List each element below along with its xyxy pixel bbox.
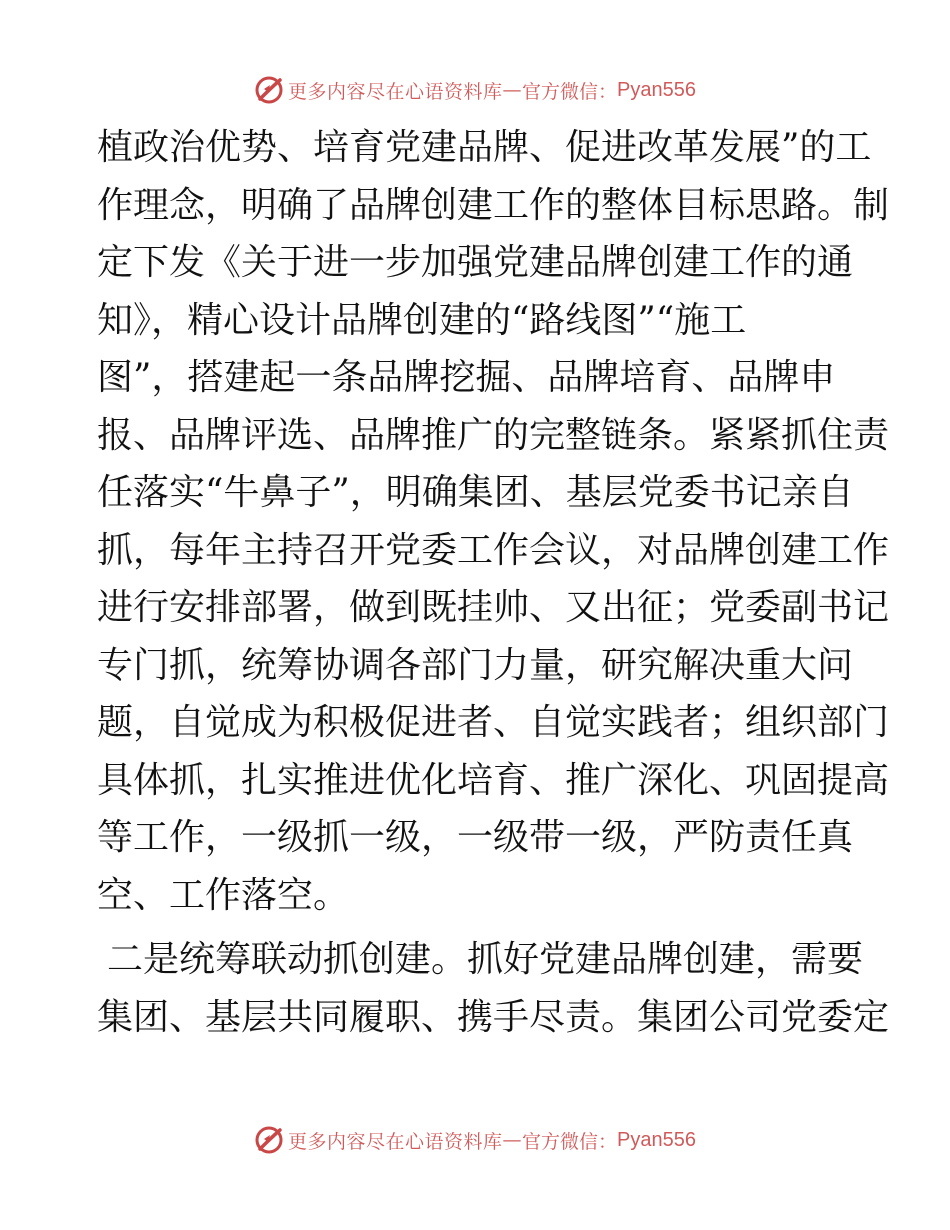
banner-wechat-id: Pyan556 — [617, 78, 696, 101]
paragraph — [97, 931, 890, 1046]
text-line: 进行安排部署，做到既挂帅、又出征；党委副书记 — [97, 587, 890, 628]
brand-logo-icon — [254, 1125, 284, 1155]
text-line: 图”，搭建起一条品牌挖掘、品牌培育、品牌申 — [97, 357, 836, 398]
banner-wechat-id: Pyan556 — [617, 1128, 696, 1151]
text-line: 任落实“牛鼻子”，明确集团、基层党委书记亲自 — [97, 472, 854, 513]
text-line: 植政治优势、培育党建品牌、促进改革发展”的工 — [97, 127, 872, 168]
text-line: 抓，每年主持召开党委工作会议，对品牌创建工作 — [97, 529, 890, 571]
text-line: 专门抓，统筹协调各部门力量，研究解决重大问 — [97, 644, 854, 686]
paragraph — [97, 119, 890, 924]
banner-title: 更多内容尽在心语资料库 — [288, 80, 503, 103]
text-line: 报、品牌评选、品牌推广的完整链条。紧紧抓住责 — [97, 414, 890, 456]
text-line: 集团、基层共同履职、携手尽责。集团公司党委定 — [97, 996, 890, 1038]
banner-label: 官方微信： — [522, 1130, 618, 1153]
footer-banner — [0, 1120, 950, 1160]
text-line: 等工作，一级抓一级，一级带一级，严防责任真 — [97, 817, 854, 858]
brand-logo-icon — [254, 75, 284, 105]
text-line: 作理念，明确了品牌创建工作的整体目标思路。制 — [97, 184, 890, 226]
text-line: 题，自觉成为积极促进者、自觉实践者；组织部门 — [97, 702, 890, 743]
header-banner-content — [254, 75, 696, 105]
text-line: 知》，精心设计品牌创建的“路线图”“施工 — [97, 299, 747, 341]
text-line: 定下发《关于进一步加强党建品牌创建工作的通 — [97, 242, 854, 283]
document-body — [97, 119, 890, 1046]
header-banner — [0, 70, 950, 110]
text-line: 二是统筹联动抓创建。抓好党建品牌创建，需要 — [107, 939, 864, 980]
text-line: 具体抓，扎实推进优化培育、推广深化、巩固提高 — [97, 759, 890, 801]
footer-banner-content — [254, 1125, 696, 1155]
banner-label: 官方微信： — [522, 80, 618, 103]
text-line: 空、工作落空。 — [97, 874, 350, 916]
banner-separator: — — [502, 79, 523, 101]
banner-title: 更多内容尽在心语资料库 — [288, 1130, 503, 1153]
banner-separator: — — [502, 1129, 523, 1151]
